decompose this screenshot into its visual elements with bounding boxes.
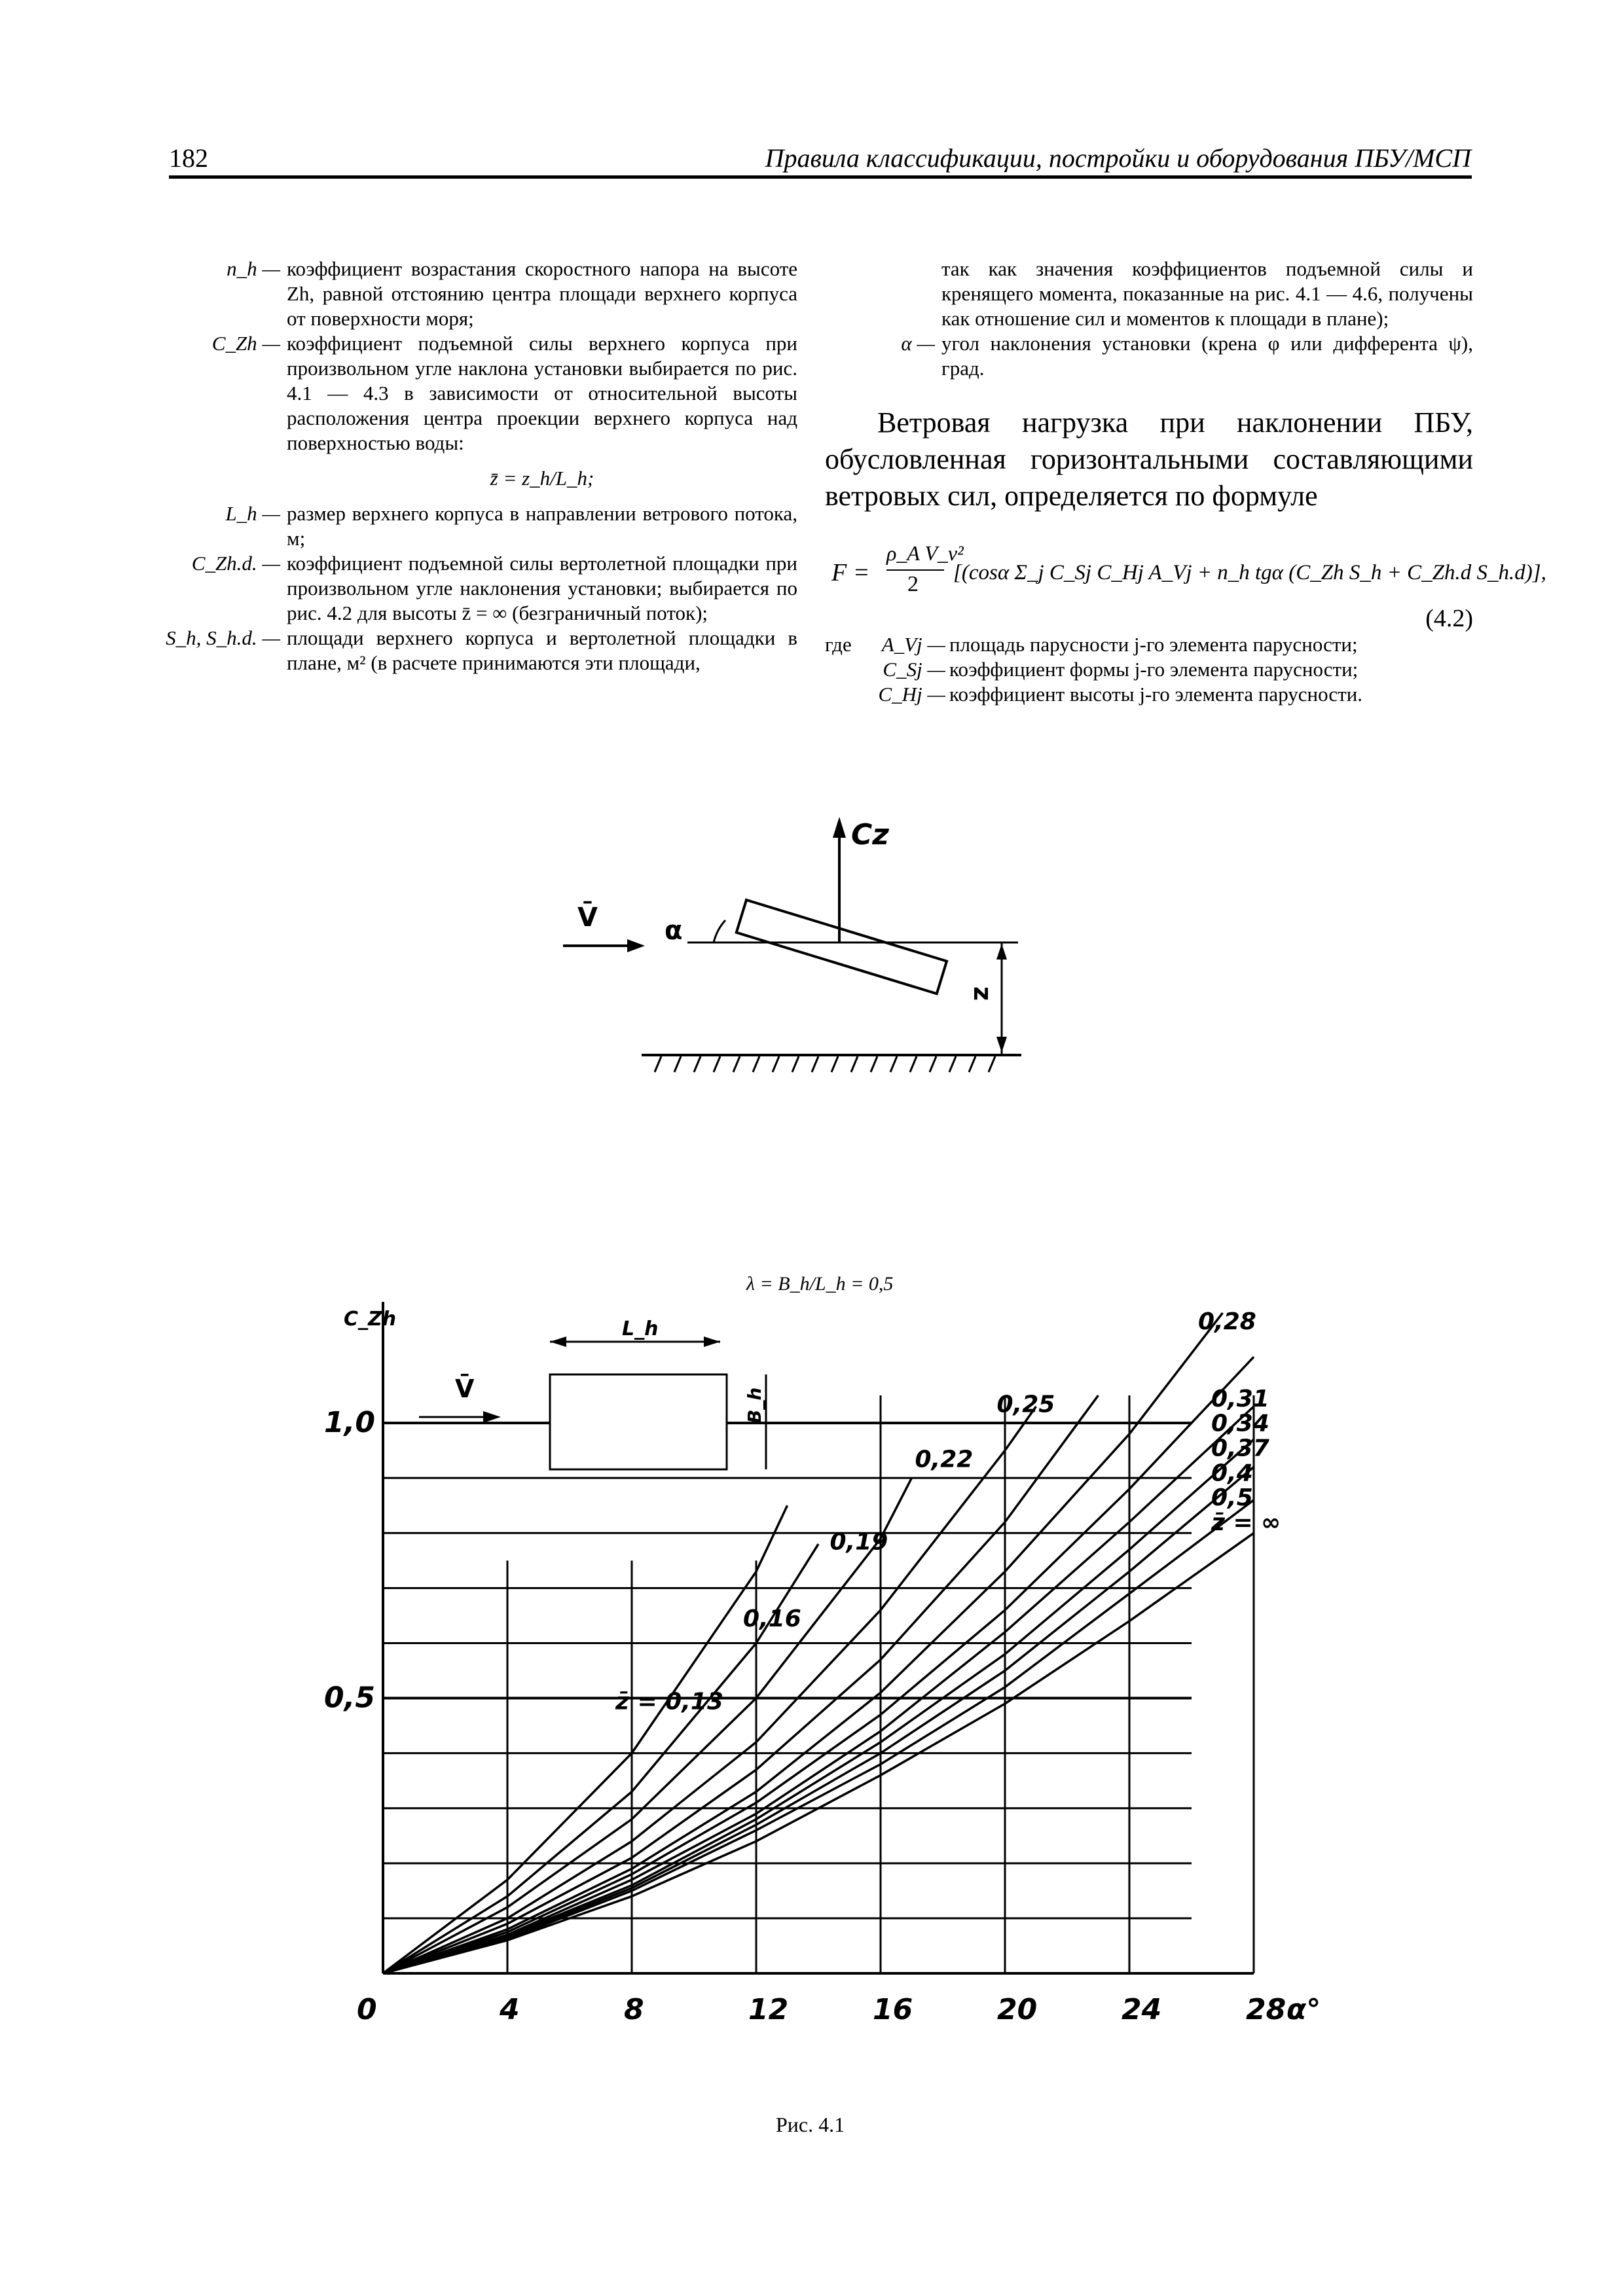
formula-denominator: 2 (907, 572, 919, 596)
term: L_h — (225, 502, 280, 525)
term: C_Hj — (878, 683, 945, 706)
x-tick-label: 8 (624, 1993, 644, 2026)
series-label: 0,28 (1198, 1308, 1256, 1336)
cz-arrowhead (833, 817, 846, 838)
x-axis-label: α° (1286, 1993, 1321, 2026)
definition-nh (169, 257, 797, 331)
series-line (383, 1407, 1254, 1973)
x-tick-label: 20 (997, 1993, 1038, 2026)
series-label: 0,19 (830, 1528, 888, 1556)
equation-number: (4.2) (1425, 605, 1473, 632)
formula-z: z̄ = z_h/L_h; (490, 467, 594, 490)
inset-dim-arrow (550, 1336, 566, 1347)
term: S_h, S_h.d. — (166, 626, 280, 649)
x-tick-label: 4 (500, 1993, 520, 2026)
definition-text: коэффициент формы j-го элемента парусности; (949, 658, 1359, 681)
chart-title: λ = B_h/L_h = 0,5 (746, 1273, 894, 1295)
term: C_Zh.d. — (191, 552, 280, 575)
x-tick-label: 24 (1122, 1993, 1162, 2026)
series-label: z̄ = ∞ (1211, 1509, 1281, 1537)
where-block (825, 632, 1473, 707)
chart-cz-vs-alpha (314, 1299, 1321, 2065)
definition-lh (169, 501, 797, 551)
formula-numerator: ρ_A V_v² (886, 541, 964, 565)
inset-width-label: B_h (744, 1387, 765, 1424)
series-label: 0,31 (1211, 1385, 1269, 1412)
header-rule (169, 175, 1472, 179)
series-label: 0,22 (915, 1446, 974, 1473)
inset-length-label: L_h (622, 1318, 659, 1340)
definition-text: коэффициент подъемной силы верхнего корпуса при произвольном угле наклона установки выбирается по рис. 4.1 — 4.3 в зависимости от относительной высоты расположения центра проекции верхнего корпуса над поверхностью воды: (287, 332, 797, 454)
intro-paragraph: Ветровая нагрузка при наклонении ПБУ, обусловленная горизонтальными составляющими ветровых сил, определяется по формуле (825, 406, 1473, 512)
x-tick-label: 16 (873, 1993, 913, 2026)
series-line (383, 1395, 1099, 1973)
formula-lhs: F = (831, 559, 870, 586)
inset-flow-label: V̄ (455, 1374, 475, 1403)
term: α — (901, 332, 935, 355)
term: C_Zh — (211, 332, 280, 355)
label-alpha: α (665, 916, 683, 946)
definition-alpha (825, 331, 1473, 381)
page-number: 182 (169, 143, 208, 173)
term: A_Vj — (881, 633, 945, 656)
where-def-chj (825, 682, 1473, 707)
series-label: 0,16 (743, 1605, 801, 1633)
definition-sh (166, 626, 797, 675)
y-tick-label: 0,5 (324, 1681, 375, 1715)
x-tick-label: 12 (748, 1993, 789, 2026)
where-def-csj (825, 657, 1473, 682)
definition-text: площади верхнего корпуса и вертолетной площадки в плане, м² (в расчете принимаются эти площади, (287, 626, 797, 674)
x-tick-label: 28 (1246, 1993, 1286, 2026)
series-label: 0,37 (1211, 1435, 1269, 1462)
series-label: 0,25 (996, 1391, 1055, 1418)
series-line (383, 1467, 1254, 1973)
term: n_h — (227, 257, 280, 280)
ground-hatching (655, 1056, 995, 1072)
definition-text: коэффициент возрастания скоростного напора на высоте Zh, равной отстоянию центра площади верхнего корпуса от поверхности моря; (287, 257, 797, 330)
inclination-sketch (556, 805, 1028, 1080)
series-label: 0,34 (1211, 1410, 1269, 1437)
left-column (166, 257, 797, 675)
series-line (383, 1357, 1254, 1973)
z-arrow-bottom (996, 1037, 1007, 1052)
where-def-avj (825, 632, 1473, 657)
definition-text: коэффициент подъемной силы вертолетной площадки при произвольном угле наклонения установки; выбирается по рис. 4.2 для высоты z̄ = ∞ (безграничный поток); (287, 552, 797, 624)
figure-caption: Рис. 4.1 (776, 2113, 845, 2136)
formula-body: [(cosα Σ_j C_Sj C_Hj A_Vj + n_h tgα (C_Zh S_h + C_Zh.d S_h.d)], (953, 561, 1546, 584)
x-tick-label: 0 (357, 1993, 377, 2026)
continuation-text: так как значения коэффициентов подъемной силы и кренящего момента, показанные на рис. 4.1 — 4.6, получены как отношение сил и моментов к площади в плане); (941, 257, 1473, 330)
inset-planform (550, 1374, 727, 1469)
label-cz: Cz (851, 818, 889, 852)
definition-czhd (169, 551, 797, 626)
label-v: V̄ (577, 903, 598, 933)
term: C_Sj — (883, 658, 945, 681)
definition-text: угол наклонения установки (крена φ или дифферента ψ), град. (941, 332, 1473, 380)
alpha-arc (714, 920, 725, 942)
series-label: 0,4 (1211, 1460, 1253, 1487)
series-label: 0,5 (1211, 1484, 1253, 1512)
formula-fraction-bar (886, 569, 944, 571)
z-arrow-top (996, 944, 1007, 960)
definition-czh (169, 331, 797, 456)
label-z: z (968, 986, 997, 1001)
running-title: Правила классификации, постройки и оборудования ПБУ/МСП (765, 143, 1471, 173)
v-arrowhead (627, 939, 645, 952)
y-axis-label: C_Zh (344, 1308, 397, 1331)
series-label: z̄ = 0,13 (615, 1688, 724, 1715)
where-word: где (825, 633, 852, 656)
definition-text: размер верхнего корпуса в направлении ветрового потока, м; (287, 502, 797, 550)
right-column (825, 257, 1546, 707)
inset-dim-arrow (704, 1336, 720, 1347)
series-line (383, 1439, 1254, 1973)
definition-text: площадь парусности j-го элемента парусности; (949, 633, 1358, 656)
inclined-hull (737, 900, 947, 994)
inset-flow-arrowhead (483, 1411, 501, 1423)
formula-4-2 (825, 541, 1546, 613)
definition-text: коэффициент высоты j-го элемента парусности. (949, 683, 1363, 706)
y-tick-label: 1,0 (324, 1406, 375, 1440)
